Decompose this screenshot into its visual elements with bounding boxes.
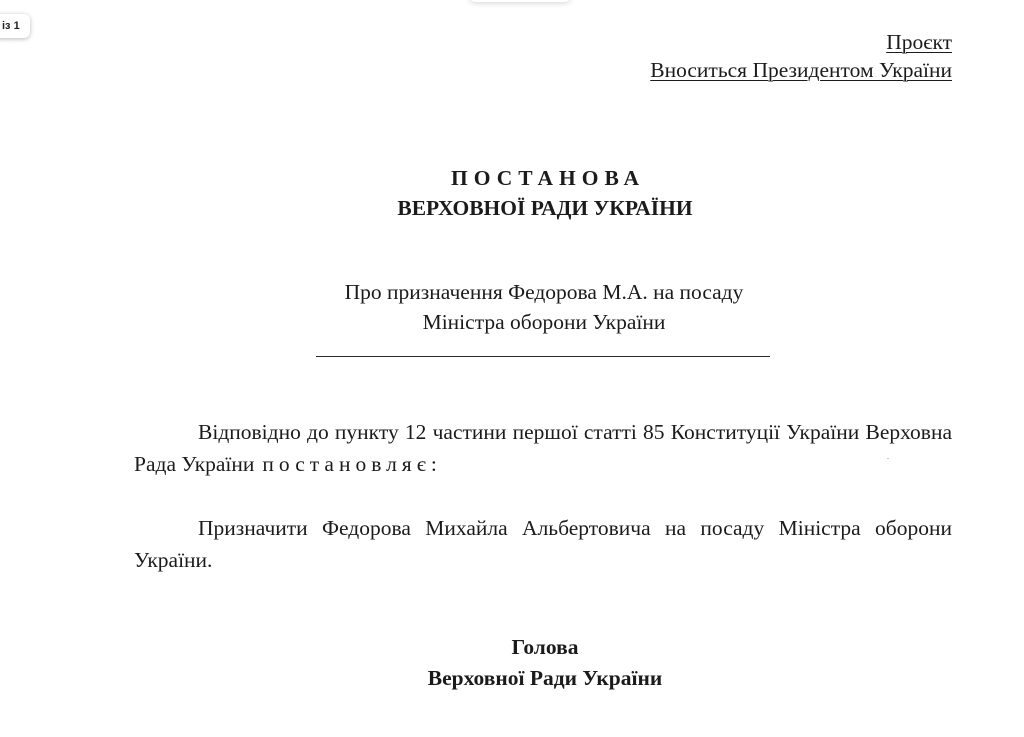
document-header — [650, 28, 952, 84]
draft-label: Проєкт — [886, 30, 952, 54]
document-title — [340, 163, 750, 223]
subject-divider — [316, 356, 770, 357]
operative-text: Призначити Федорова Михайла Альбертовича на посаду Міністра оборони України. — [134, 516, 952, 572]
submitted-by-label: Вноситься Президентом України — [650, 58, 952, 82]
operative-paragraph — [134, 512, 952, 576]
subject-line-2: Міністра оборони України — [422, 310, 666, 334]
subject-line-1: Про призначення Федорова М.А. на посаду — [344, 280, 744, 304]
signature-body: Верховної Ради України — [427, 666, 663, 690]
scan-speck — [887, 458, 889, 459]
title-resolution: ПОСТАНОВА — [451, 166, 645, 190]
signature-block — [380, 632, 710, 694]
title-issuer: ВЕРХОВНОЇ РАДИ УКРАЇНИ — [397, 196, 693, 220]
preamble-paragraph — [134, 416, 952, 480]
preamble-text: Відповідно до пункту 12 частини першої статті 85 Конституції України Верховна Рада України — [134, 420, 952, 476]
signature-title: Голова — [511, 635, 579, 659]
document-subject — [290, 277, 798, 337]
page-counter-badge: із 1 — [0, 14, 30, 38]
toolbar-edge — [470, 0, 570, 2]
resolves-verb: постановляє: — [262, 452, 442, 476]
